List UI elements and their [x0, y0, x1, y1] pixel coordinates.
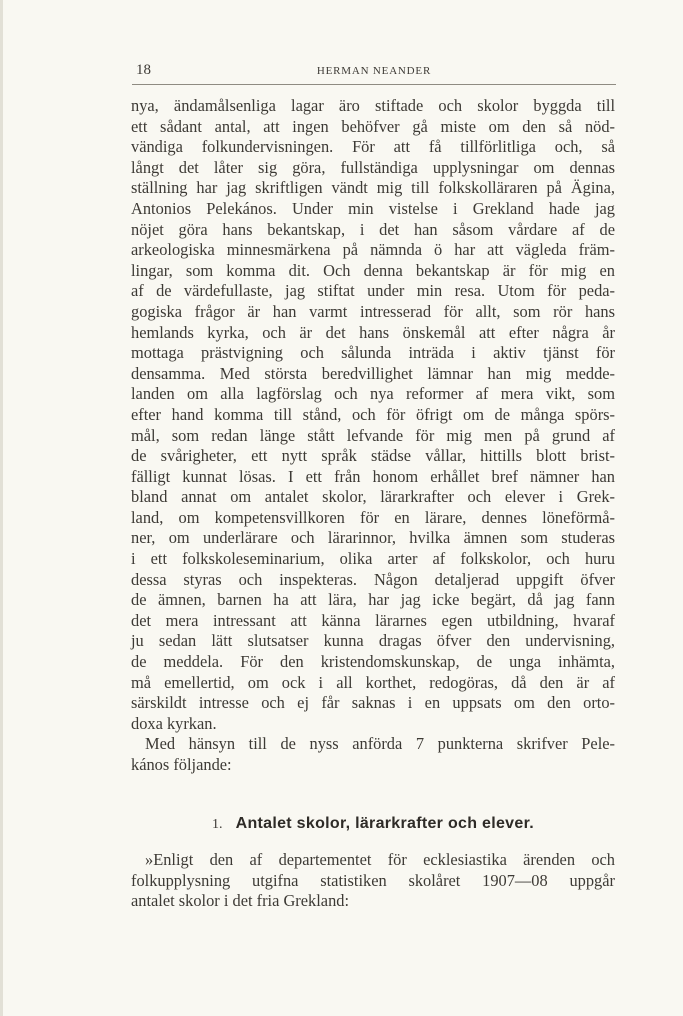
body-text [131, 96, 615, 776]
text-line: Med hänsyn till de nyss anförda 7 punkterna skrifver Pele- [145, 734, 615, 754]
text-line: de meddela. För den kristendomskunskap, de unga inhämta, [131, 652, 615, 672]
text-line: ner, om underlärare och lärarinnor, hvilka ämnen som studeras [131, 528, 615, 548]
text-line: nöjet göra hans bekantskap, i det han såsom vårdare af de [131, 219, 615, 239]
text-line: nya, ändamålsenliga lagar äro stiftade och skolor byggda till [131, 96, 615, 115]
paragraph-2 [131, 734, 615, 775]
page-edge [0, 0, 3, 1016]
text-line: »Enligt den af departementet för ecklesiastika ärenden och [145, 850, 615, 869]
text-line: särskildt intresse och ej får saknas i en uppsats om den orto- [131, 693, 615, 713]
text-line: ju sedan lätt slutsatser kunna dragas öfver den undervisning, [131, 631, 615, 651]
text-line: fälligt kunnat lösas. I ett från honom erhållet bref nämner han [131, 466, 615, 486]
text-line: ett sådant antal, att ingen behöfver gå miste om den så nöd- [131, 116, 615, 136]
text-line: i ett folkskoleseminarium, olika arter af folkskolor, och huru [131, 549, 615, 569]
text-line: doxa kyrkan. [131, 713, 217, 733]
paragraph-1 [131, 96, 615, 734]
text-line: arkeologiska minnesmärkena på nämnda ö har att vägleda främ- [131, 240, 615, 260]
text-line: lingar, som komma dit. Och denna bekantskap är för mig en [131, 260, 615, 280]
text-line: folkupplysning utgifna statistiken skolåret 1907—08 uppgår [131, 870, 615, 890]
text-line: hemlands kyrka, och är det hans önskemål att efter några år [131, 322, 615, 342]
quote-paragraph [131, 850, 615, 912]
text-line: af de värdefullaste, jag stiftat under min resa. Utom för peda- [131, 281, 615, 301]
text-line: efter hand komma till stånd, och för öfrigt om de många spörs- [131, 404, 615, 424]
text-line: ställning har jag skriftligen vändt mig till folkskolläraren på Ägina, [131, 178, 615, 198]
section-title: Antalet skolor, lärarkrafter och elever. [235, 815, 534, 832]
text-line: Antonios Pelekános. Under min vistelse i Grekland hade jag [131, 198, 615, 218]
section-heading [131, 813, 615, 833]
text-line: det mera intressant att känna lärarnes egen utbildning, hvaraf [131, 610, 615, 630]
text-line: landen om alla lagförslag och nya reformer af mera vikt, som [131, 384, 615, 404]
page-number: 18 [136, 62, 151, 78]
text-line: de svårigheter, ett nytt språk städse vållar, hittills blott brist- [131, 446, 615, 466]
text-line: mottaga prästvigning och sålunda inträda i aktiv tjänst för [131, 343, 615, 363]
text-line: bland annat om antalet skolor, lärarkrafter och elever i Grek- [131, 487, 615, 507]
text-line: de ämnen, barnen ha att lära, har jag icke begärt, då jag fann [131, 590, 615, 610]
section-number: 1. [212, 817, 223, 832]
text-line: må emellertid, om ock i all korthet, redogöras, då den är af [131, 672, 615, 692]
text-line: land, om kompetensvillkoren för en lärare, dennes löneförmå- [131, 507, 615, 527]
text-line: gogiska frågor är han varmt intresserad för allt, som rör hans [131, 301, 615, 321]
text-line: dessa styras och inspekteras. Någon detaljerad uppgift öfver [131, 569, 615, 589]
text-line: densamma. Med största beredvillighet lämnar han mig medde- [131, 363, 615, 383]
text-line: antalet skolor i det fria Grekland: [131, 891, 350, 911]
text-line: långt det låter sig göra, fullständiga upplysningar om dennas [131, 157, 615, 177]
text-line: vändiga folkundervisningen. För att få tillförlitliga och, så [131, 137, 615, 157]
running-title: HERMAN NEANDER [316, 65, 432, 77]
text-line: mål, som redan länge stått lefvande för mig men på grund af [131, 425, 615, 445]
text-line: kános följande: [131, 755, 232, 774]
running-head [132, 62, 616, 85]
